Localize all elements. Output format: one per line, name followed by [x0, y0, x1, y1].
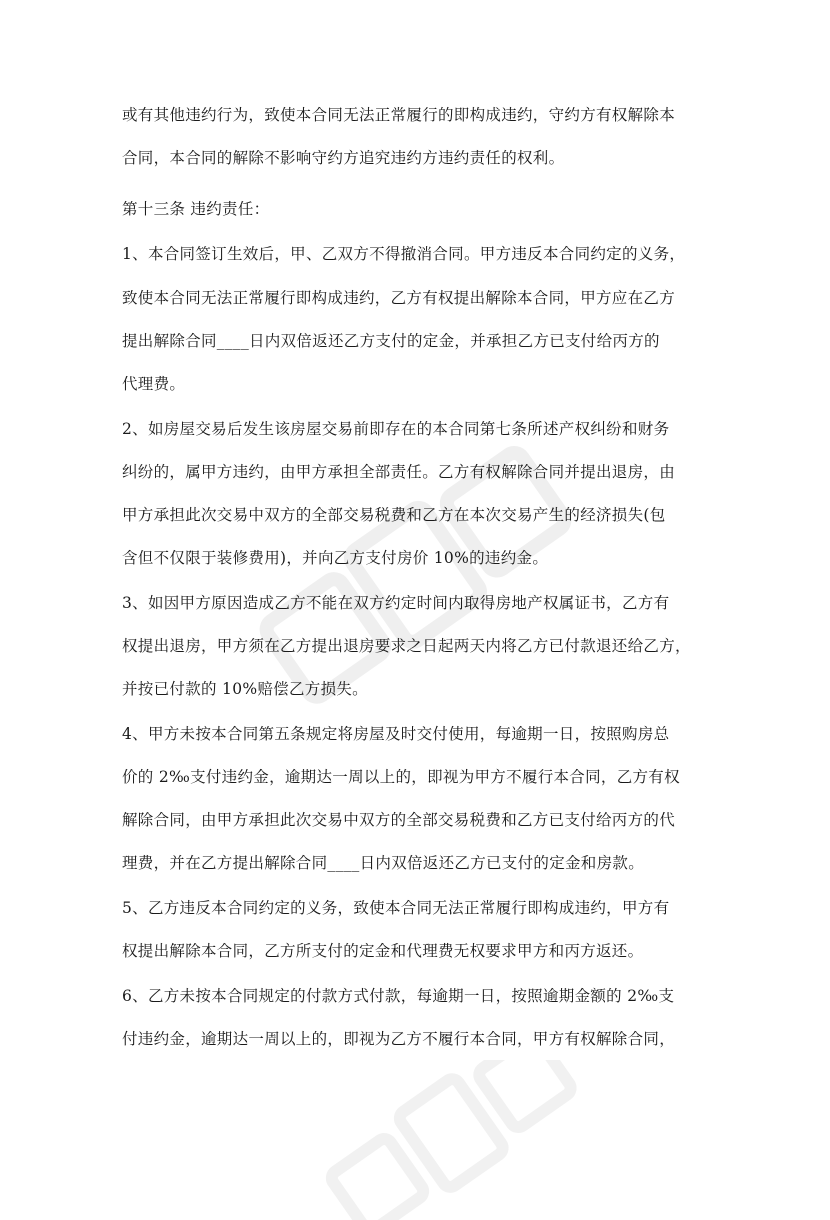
text-line: 纠纷的，属甲方违约，由甲方承担全部责任。乙方有权解除合同并提出退房，由: [122, 463, 676, 481]
section-heading: 第十三条 违约责任：: [122, 200, 270, 218]
text-line: 权提出解除本合同，乙方所支付的定金和代理费无权要求甲方和丙方返还。: [122, 942, 644, 960]
text-line: 含但不仅限于装修费用)，并向乙方支付房价 10%的违约金。: [122, 549, 549, 567]
text-line: 权提出退房，甲方须在乙方提出退房要求之日起两天内将乙方已付款退还给乙方，: [122, 637, 691, 655]
text-line: 价的 2‰支付违约金，逾期达一周以上的，即视为甲方不履行本合同，乙方有权: [122, 768, 680, 786]
text-line: 代理费。: [122, 375, 186, 393]
text-line: 提出解除合同____日内双倍返还乙方支付的定金，并承担乙方已支付给丙方的: [122, 332, 660, 350]
text-line: 理费，并在乙方提出解除合同____日内双倍返还乙方已支付的定金和房款。: [122, 854, 645, 872]
text-line: 5、乙方违反本合同约定的义务，致使本合同无法正常履行即构成违约，甲方有: [122, 899, 670, 917]
text-line: 3、如因甲方原因造成乙方不能在双方约定时间内取得房地产权属证书，乙方有: [122, 594, 670, 612]
watermark-logo-bottom: [300, 1060, 600, 1220]
text-line: 付违约金，逾期达一周以上的，即视为乙方不履行本合同，甲方有权解除合同，: [122, 1030, 676, 1048]
text-line: 合同，本合同的解除不影响守约方追究违约方违约责任的权利。: [122, 149, 565, 167]
text-line: 甲方承担此次交易中双方的全部交易税费和乙方在本次交易产生的经济损失(包: [122, 506, 666, 524]
text-line: 6、乙方未按本合同规定的付款方式付款，每逾期一日，按照逾期金额的 2‰支: [122, 987, 675, 1005]
text-line: 2、如房屋交易后发生该房屋交易前即存在的本合同第七条所述产权纠纷和财务: [122, 420, 670, 438]
text-line: 致使本合同无法正常履行即构成违约，乙方有权提出解除本合同，甲方应在乙方: [122, 289, 676, 307]
text-line: 解除合同，由甲方承担此次交易中双方的全部交易税费和乙方已支付给丙方的代: [122, 811, 676, 829]
text-line: 4、甲方未按本合同第五条规定将房屋及时交付使用，每逾期一日，按照购房总: [122, 725, 670, 743]
text-line: 1、本合同签订生效后，甲、乙双方不得撤消合同。甲方违反本合同约定的义务，: [122, 245, 686, 263]
text-line: 或有其他违约行为，致使本合同无法正常履行的即构成违约，守约方有权解除本: [122, 106, 676, 124]
watermark-logo: [230, 400, 610, 780]
text-line: 并按已付款的 10%赔偿乙方损失。: [122, 680, 368, 698]
